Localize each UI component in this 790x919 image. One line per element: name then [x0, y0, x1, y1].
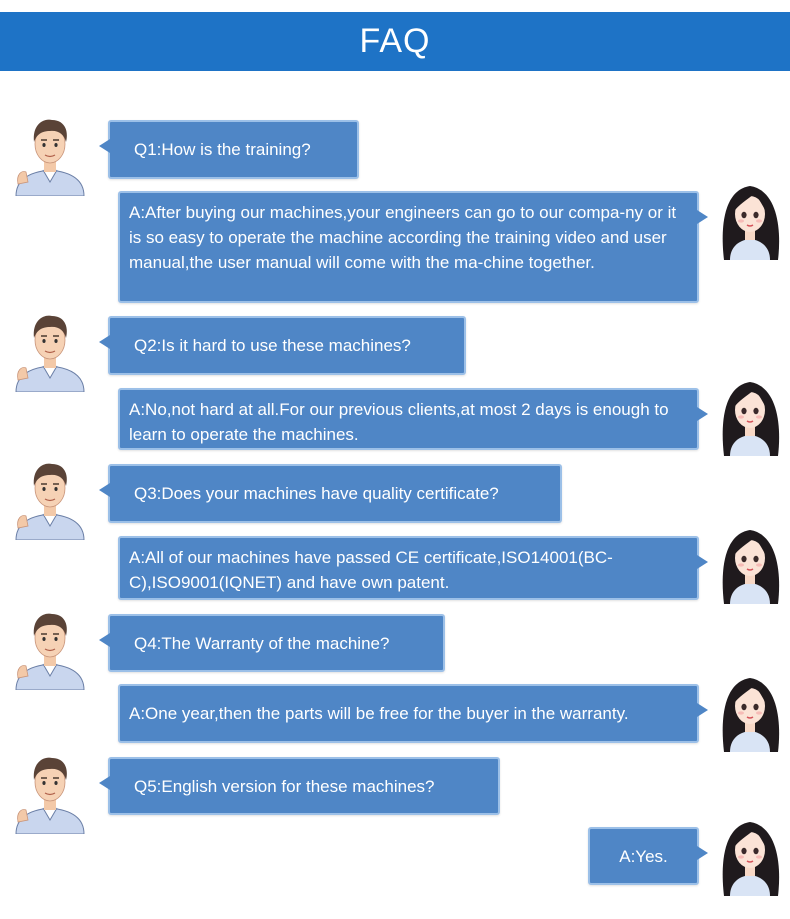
answer-bubble	[588, 827, 699, 885]
question-text: Q5:English version for these machines?	[134, 776, 435, 796]
page-title: FAQ	[359, 22, 431, 60]
answer-text: A:One year,then the parts will be free for the buyer in the warranty.	[129, 704, 629, 723]
man-avatar-icon	[10, 606, 90, 690]
question-text: Q1:How is the training?	[134, 140, 311, 159]
question-text: Q2:Is it hard to use these machines?	[134, 336, 411, 355]
answer-text: A:After buying our machines,your engineers can go to our compa-ny or it is so easy to operate the machine according the training video and user manual,the user manual will come with the ma-chine together.	[129, 203, 677, 272]
woman-avatar-icon	[710, 812, 790, 896]
woman-avatar-icon	[710, 372, 790, 456]
question-bubble	[108, 614, 445, 672]
woman-avatar-icon	[710, 520, 790, 604]
question-text: Q3:Does your machines have quality certificate?	[134, 484, 499, 503]
answer-text: A:Yes.	[619, 846, 668, 866]
man-avatar-icon	[10, 112, 90, 196]
answer-bubble	[118, 191, 699, 303]
question-bubble	[108, 757, 500, 815]
faq-header	[0, 12, 790, 71]
answer-text: A:No,not hard at all.For our previous clients,at most 2 days is enough to learn to operate the machines.	[129, 400, 669, 444]
man-avatar-icon	[10, 308, 90, 392]
answer-bubble	[118, 536, 699, 600]
question-bubble	[108, 120, 359, 179]
man-avatar-icon	[10, 456, 90, 540]
woman-avatar-icon	[710, 668, 790, 752]
woman-avatar-icon	[710, 176, 790, 260]
question-text: Q4:The Warranty of the machine?	[134, 633, 390, 653]
question-bubble	[108, 316, 466, 375]
man-avatar-icon	[10, 750, 90, 834]
answer-bubble	[118, 684, 699, 743]
answer-text: A:All of our machines have passed CE certificate,ISO14001(BC-C),ISO9001(IQNET) and have own patent.	[129, 548, 613, 592]
question-bubble	[108, 464, 562, 523]
answer-bubble	[118, 388, 699, 450]
